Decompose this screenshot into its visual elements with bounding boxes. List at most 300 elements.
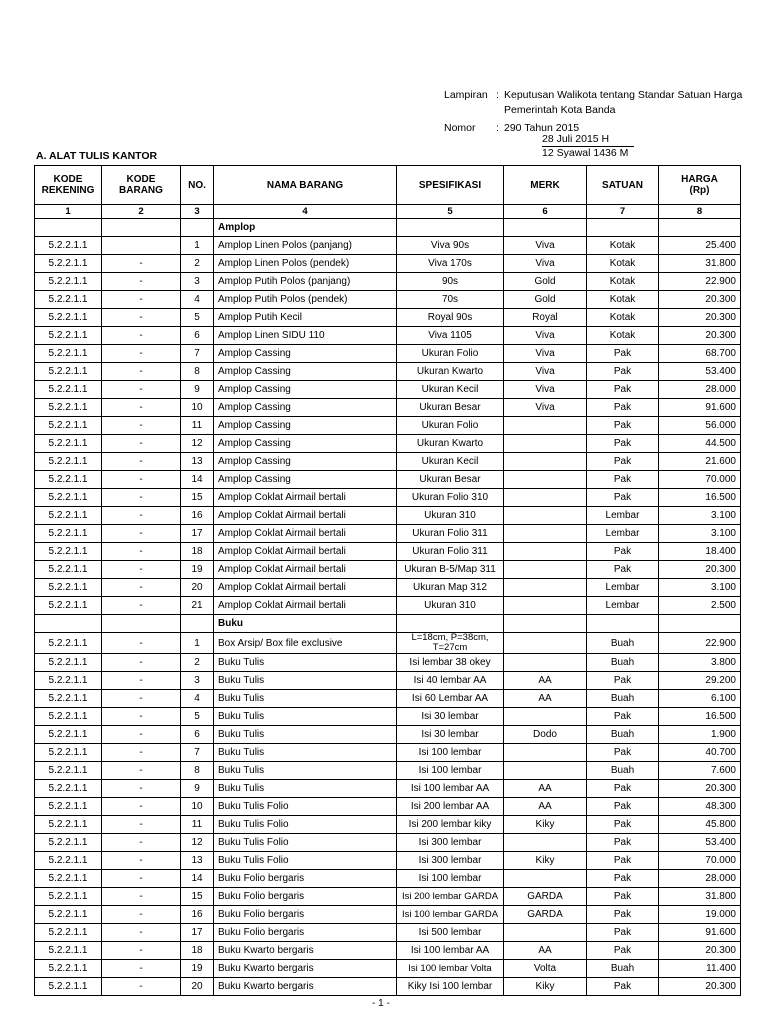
category-row [35, 219, 741, 237]
cell-kode-barang: - [102, 870, 181, 888]
cell-kode-barang: - [102, 654, 181, 672]
cell-harga: 53.400 [659, 834, 741, 852]
cell-merk: Gold [504, 273, 587, 291]
cell-kode-barang: - [102, 507, 181, 525]
cell-kode-rekening: 5.2.2.1.1 [35, 726, 102, 744]
cell-nama-barang: Buku Tulis [214, 762, 397, 780]
cell-nama-barang: Buku Tulis [214, 744, 397, 762]
cell-harga: 91.600 [659, 399, 741, 417]
table-row [35, 363, 741, 381]
cell-satuan: Pak [587, 345, 659, 363]
cell-kode-rekening: 5.2.2.1.1 [35, 453, 102, 471]
cell-kode-barang: - [102, 690, 181, 708]
cell-kode-barang: - [102, 672, 181, 690]
cell-kode-barang: - [102, 309, 181, 327]
cell-spesifikasi: Isi lembar 38 okey [397, 654, 504, 672]
cell-spesifikasi: Isi 200 lembar GARDA [397, 888, 504, 906]
cell-kode-rekening: 5.2.2.1.1 [35, 291, 102, 309]
category-cell [504, 219, 587, 237]
cell-nama-barang: Amplop Coklat Airmail bertali [214, 597, 397, 615]
cell-no: 2 [181, 255, 214, 273]
cell-merk: Volta [504, 960, 587, 978]
cell-merk [504, 744, 587, 762]
cell-spesifikasi: Isi 100 lembar AA [397, 780, 504, 798]
table-row [35, 960, 741, 978]
table-row [35, 471, 741, 489]
cell-spesifikasi: Isi 100 lembar Volta [397, 960, 504, 978]
cell-nama-barang: Buku Tulis Folio [214, 834, 397, 852]
cell-satuan: Pak [587, 852, 659, 870]
cell-harga: 20.300 [659, 942, 741, 960]
cell-kode-rekening: 5.2.2.1.1 [35, 834, 102, 852]
cell-satuan: Pak [587, 543, 659, 561]
cell-nama-barang: Amplop Coklat Airmail bertali [214, 525, 397, 543]
cell-harga: 11.400 [659, 960, 741, 978]
cell-merk [504, 561, 587, 579]
cell-merk: AA [504, 690, 587, 708]
cell-satuan: Pak [587, 417, 659, 435]
cell-satuan: Buah [587, 762, 659, 780]
cell-merk: GARDA [504, 906, 587, 924]
cell-merk [504, 579, 587, 597]
table-row [35, 309, 741, 327]
cell-harga: 25.400 [659, 237, 741, 255]
cell-harga: 70.000 [659, 852, 741, 870]
cell-no: 19 [181, 960, 214, 978]
cell-nama-barang: Amplop Linen Polos (panjang) [214, 237, 397, 255]
category-cell [659, 615, 741, 633]
cell-merk [504, 654, 587, 672]
cell-nama-barang: Amplop Linen Polos (pendek) [214, 255, 397, 273]
cell-spesifikasi: Isi 60 Lembar AA [397, 690, 504, 708]
cell-no: 1 [181, 633, 214, 654]
cell-satuan: Pak [587, 381, 659, 399]
table-row [35, 345, 741, 363]
cell-satuan: Buah [587, 960, 659, 978]
cell-kode-barang: - [102, 435, 181, 453]
cell-harga: 7.600 [659, 762, 741, 780]
cell-kode-rekening: 5.2.2.1.1 [35, 471, 102, 489]
cell-nama-barang: Buku Folio bergaris [214, 870, 397, 888]
cell-kode-rekening: 5.2.2.1.1 [35, 507, 102, 525]
cell-no: 3 [181, 273, 214, 291]
cell-harga: 45.800 [659, 816, 741, 834]
cell-harga: 2.500 [659, 597, 741, 615]
cell-satuan: Pak [587, 942, 659, 960]
cell-satuan: Buah [587, 690, 659, 708]
cell-nama-barang: Amplop Putih Polos (pendek) [214, 291, 397, 309]
cell-spesifikasi: Ukuran 310 [397, 597, 504, 615]
category-name: Amplop [214, 219, 397, 237]
cell-kode-barang: - [102, 960, 181, 978]
cell-kode-rekening: 5.2.2.1.1 [35, 327, 102, 345]
header-kode-barang: KODE BARANG [102, 166, 181, 205]
cell-harga: 3.100 [659, 579, 741, 597]
cell-kode-barang: - [102, 291, 181, 309]
cell-nama-barang: Buku Tulis [214, 690, 397, 708]
cell-merk: Viva [504, 399, 587, 417]
table-row [35, 780, 741, 798]
cell-harga: 16.500 [659, 489, 741, 507]
cell-nama-barang: Amplop Cassing [214, 363, 397, 381]
cell-kode-rekening: 5.2.2.1.1 [35, 942, 102, 960]
column-number: 1 [35, 205, 102, 219]
cell-harga: 29.200 [659, 672, 741, 690]
category-cell [587, 615, 659, 633]
cell-no: 6 [181, 726, 214, 744]
cell-kode-barang: - [102, 924, 181, 942]
cell-spesifikasi: Isi 100 lembar GARDA [397, 906, 504, 924]
cell-merk: GARDA [504, 888, 587, 906]
cell-kode-rekening: 5.2.2.1.1 [35, 489, 102, 507]
cell-kode-barang: - [102, 780, 181, 798]
cell-no: 8 [181, 762, 214, 780]
cell-spesifikasi: Isi 40 lembar AA [397, 672, 504, 690]
cell-nama-barang: Amplop Coklat Airmail bertali [214, 507, 397, 525]
category-cell [102, 615, 181, 633]
cell-spesifikasi: 90s [397, 273, 504, 291]
table-row [35, 453, 741, 471]
table-row [35, 708, 741, 726]
cell-kode-barang: - [102, 327, 181, 345]
column-number-row [35, 205, 741, 219]
cell-spesifikasi: Ukuran 310 [397, 507, 504, 525]
cell-merk [504, 708, 587, 726]
cell-no: 12 [181, 435, 214, 453]
cell-merk: Viva [504, 255, 587, 273]
table-row [35, 816, 741, 834]
cell-spesifikasi: Isi 30 lembar [397, 726, 504, 744]
cell-kode-rekening: 5.2.2.1.1 [35, 762, 102, 780]
cell-satuan: Pak [587, 708, 659, 726]
lampiran-line1: Keputusan Walikota tentang Standar Satuan Harga [504, 89, 743, 101]
cell-harga: 22.900 [659, 273, 741, 291]
cell-satuan: Pak [587, 906, 659, 924]
cell-harga: 53.400 [659, 363, 741, 381]
cell-no: 17 [181, 924, 214, 942]
cell-no: 3 [181, 672, 214, 690]
cell-no: 20 [181, 978, 214, 996]
cell-spesifikasi: L=18cm, P=38cm, T=27cm [397, 633, 504, 654]
cell-spesifikasi: Viva 170s [397, 255, 504, 273]
cell-kode-barang: - [102, 597, 181, 615]
nomor-label: Nomor [444, 122, 476, 134]
table-row [35, 489, 741, 507]
date-block [542, 133, 634, 159]
cell-kode-rekening: 5.2.2.1.1 [35, 852, 102, 870]
cell-no: 13 [181, 852, 214, 870]
cell-kode-barang: - [102, 543, 181, 561]
header-harga: HARGA (Rp) [659, 166, 741, 205]
cell-spesifikasi: Royal 90s [397, 309, 504, 327]
cell-spesifikasi: Ukuran Folio 311 [397, 543, 504, 561]
cell-kode-rekening: 5.2.2.1.1 [35, 780, 102, 798]
cell-no: 7 [181, 345, 214, 363]
category-cell [35, 615, 102, 633]
cell-no: 11 [181, 417, 214, 435]
cell-kode-rekening: 5.2.2.1.1 [35, 363, 102, 381]
cell-satuan: Kotak [587, 237, 659, 255]
cell-no: 8 [181, 363, 214, 381]
cell-satuan: Buah [587, 654, 659, 672]
cell-merk: Kiky [504, 852, 587, 870]
cell-kode-rekening: 5.2.2.1.1 [35, 381, 102, 399]
cell-kode-rekening: 5.2.2.1.1 [35, 543, 102, 561]
cell-spesifikasi: Ukuran Kwarto [397, 435, 504, 453]
cell-kode-barang: - [102, 381, 181, 399]
cell-no: 10 [181, 399, 214, 417]
cell-no: 21 [181, 597, 214, 615]
cell-satuan: Buah [587, 726, 659, 744]
cell-no: 14 [181, 471, 214, 489]
cell-satuan: Pak [587, 453, 659, 471]
cell-satuan: Lembar [587, 525, 659, 543]
cell-nama-barang: Buku Tulis [214, 708, 397, 726]
cell-merk [504, 525, 587, 543]
cell-kode-rekening: 5.2.2.1.1 [35, 744, 102, 762]
cell-merk: Viva [504, 381, 587, 399]
cell-no: 9 [181, 780, 214, 798]
cell-satuan: Pak [587, 399, 659, 417]
cell-kode-rekening: 5.2.2.1.1 [35, 633, 102, 654]
column-number: 6 [504, 205, 587, 219]
cell-kode-barang: - [102, 345, 181, 363]
cell-satuan: Pak [587, 798, 659, 816]
cell-kode-barang: - [102, 633, 181, 654]
cell-satuan: Pak [587, 978, 659, 996]
cell-kode-barang [102, 237, 181, 255]
cell-merk: Viva [504, 363, 587, 381]
cell-harga: 16.500 [659, 708, 741, 726]
cell-spesifikasi: Ukuran Folio 311 [397, 525, 504, 543]
cell-nama-barang: Buku Tulis [214, 654, 397, 672]
cell-kode-rekening: 5.2.2.1.1 [35, 417, 102, 435]
header-satuan: SATUAN [587, 166, 659, 205]
cell-kode-rekening: 5.2.2.1.1 [35, 906, 102, 924]
cell-harga: 3.100 [659, 525, 741, 543]
cell-merk [504, 924, 587, 942]
cell-harga: 6.100 [659, 690, 741, 708]
table-row [35, 507, 741, 525]
cell-spesifikasi: Ukuran Kecil [397, 453, 504, 471]
cell-kode-barang: - [102, 852, 181, 870]
cell-harga: 68.700 [659, 345, 741, 363]
cell-kode-rekening: 5.2.2.1.1 [35, 654, 102, 672]
cell-satuan: Buah [587, 633, 659, 654]
cell-spesifikasi: Isi 100 lembar AA [397, 942, 504, 960]
page-number: - 1 - [372, 998, 390, 1009]
cell-spesifikasi: Isi 100 lembar [397, 762, 504, 780]
table-row [35, 744, 741, 762]
cell-kode-rekening: 5.2.2.1.1 [35, 597, 102, 615]
header-kode-rekening: KODE REKENING [35, 166, 102, 205]
header-merk: MERK [504, 166, 587, 205]
cell-satuan: Lembar [587, 507, 659, 525]
cell-kode-barang: - [102, 471, 181, 489]
table-row [35, 762, 741, 780]
cell-nama-barang: Buku Folio bergaris [214, 924, 397, 942]
cell-harga: 44.500 [659, 435, 741, 453]
cell-nama-barang: Amplop Coklat Airmail bertali [214, 561, 397, 579]
cell-merk [504, 870, 587, 888]
cell-spesifikasi: Isi 200 lembar kiky [397, 816, 504, 834]
cell-merk [504, 762, 587, 780]
cell-harga: 20.300 [659, 327, 741, 345]
column-number: 2 [102, 205, 181, 219]
cell-spesifikasi: Viva 1105 [397, 327, 504, 345]
cell-no: 15 [181, 888, 214, 906]
cell-nama-barang: Amplop Coklat Airmail bertali [214, 579, 397, 597]
table-row [35, 906, 741, 924]
table-row [35, 942, 741, 960]
cell-kode-rekening: 5.2.2.1.1 [35, 816, 102, 834]
cell-nama-barang: Buku Folio bergaris [214, 888, 397, 906]
category-name: Buku [214, 615, 397, 633]
cell-merk: Kiky [504, 978, 587, 996]
cell-kode-barang: - [102, 363, 181, 381]
cell-kode-rekening: 5.2.2.1.1 [35, 690, 102, 708]
cell-spesifikasi: Ukuran Folio [397, 417, 504, 435]
cell-kode-barang: - [102, 273, 181, 291]
header-no: NO. [181, 166, 214, 205]
cell-harga: 56.000 [659, 417, 741, 435]
cell-spesifikasi: Ukuran Map 312 [397, 579, 504, 597]
category-cell [181, 219, 214, 237]
cell-no: 5 [181, 708, 214, 726]
cell-satuan: Pak [587, 471, 659, 489]
cell-merk [504, 834, 587, 852]
cell-kode-barang: - [102, 762, 181, 780]
category-cell [504, 615, 587, 633]
cell-kode-barang: - [102, 561, 181, 579]
table-row [35, 381, 741, 399]
cell-no: 2 [181, 654, 214, 672]
table-row [35, 726, 741, 744]
cell-kode-barang: - [102, 453, 181, 471]
cell-harga: 22.900 [659, 633, 741, 654]
table-row [35, 327, 741, 345]
cell-nama-barang: Buku Tulis Folio [214, 798, 397, 816]
table-row [35, 633, 741, 654]
cell-no: 17 [181, 525, 214, 543]
cell-kode-rekening: 5.2.2.1.1 [35, 255, 102, 273]
cell-kode-rekening: 5.2.2.1.1 [35, 237, 102, 255]
price-table [34, 165, 741, 996]
category-cell [397, 615, 504, 633]
cell-merk [504, 507, 587, 525]
cell-no: 16 [181, 906, 214, 924]
table-row [35, 672, 741, 690]
cell-satuan: Kotak [587, 255, 659, 273]
cell-satuan: Lembar [587, 597, 659, 615]
table-row [35, 417, 741, 435]
cell-kode-rekening: 5.2.2.1.1 [35, 273, 102, 291]
cell-no: 4 [181, 291, 214, 309]
table-row [35, 798, 741, 816]
cell-harga: 20.300 [659, 309, 741, 327]
cell-kode-barang: - [102, 888, 181, 906]
cell-harga: 3.800 [659, 654, 741, 672]
cell-satuan: Kotak [587, 309, 659, 327]
column-number: 3 [181, 205, 214, 219]
cell-no: 16 [181, 507, 214, 525]
cell-satuan: Pak [587, 924, 659, 942]
cell-harga: 28.000 [659, 381, 741, 399]
cell-satuan: Pak [587, 363, 659, 381]
category-cell [659, 219, 741, 237]
table-row [35, 888, 741, 906]
cell-spesifikasi: Viva 90s [397, 237, 504, 255]
category-cell [397, 219, 504, 237]
cell-merk [504, 489, 587, 507]
cell-nama-barang: Amplop Coklat Airmail bertali [214, 489, 397, 507]
cell-merk: Gold [504, 291, 587, 309]
cell-harga: 91.600 [659, 924, 741, 942]
table-row [35, 237, 741, 255]
cell-no: 4 [181, 690, 214, 708]
cell-harga: 40.700 [659, 744, 741, 762]
cell-kode-barang: - [102, 744, 181, 762]
cell-nama-barang: Buku Tulis [214, 780, 397, 798]
cell-nama-barang: Buku Tulis Folio [214, 852, 397, 870]
cell-merk: AA [504, 942, 587, 960]
cell-merk: Royal [504, 309, 587, 327]
category-cell [181, 615, 214, 633]
cell-nama-barang: Buku Tulis Folio [214, 816, 397, 834]
cell-satuan: Pak [587, 870, 659, 888]
header-spesifikasi: SPESIFIKASI [397, 166, 504, 205]
cell-merk: AA [504, 798, 587, 816]
cell-nama-barang: Amplop Putih Polos (panjang) [214, 273, 397, 291]
column-number: 7 [587, 205, 659, 219]
cell-satuan: Pak [587, 888, 659, 906]
cell-kode-barang: - [102, 798, 181, 816]
cell-nama-barang: Amplop Cassing [214, 453, 397, 471]
cell-merk: Kiky [504, 816, 587, 834]
cell-nama-barang: Amplop Putih Kecil [214, 309, 397, 327]
lampiran-line2: Pemerintah Kota Banda [504, 104, 616, 116]
cell-spesifikasi: Ukuran Besar [397, 399, 504, 417]
cell-satuan: Pak [587, 489, 659, 507]
nomor-value: 290 Tahun 2015 [504, 122, 580, 134]
table-row [35, 255, 741, 273]
lampiran-label: Lampiran [444, 89, 488, 101]
cell-satuan: Pak [587, 672, 659, 690]
date-masehi: 28 Juli 2015 H [542, 133, 634, 147]
cell-nama-barang: Amplop Cassing [214, 399, 397, 417]
cell-kode-rekening: 5.2.2.1.1 [35, 525, 102, 543]
cell-kode-rekening: 5.2.2.1.1 [35, 798, 102, 816]
cell-nama-barang: Buku Kwarto bergaris [214, 978, 397, 996]
cell-kode-rekening: 5.2.2.1.1 [35, 309, 102, 327]
cell-spesifikasi: Isi 300 lembar [397, 834, 504, 852]
column-number: 4 [214, 205, 397, 219]
cell-kode-rekening: 5.2.2.1.1 [35, 435, 102, 453]
column-number: 5 [397, 205, 504, 219]
cell-merk [504, 435, 587, 453]
section-title: A. ALAT TULIS KANTOR [36, 150, 158, 162]
cell-spesifikasi: Isi 300 lembar [397, 852, 504, 870]
cell-spesifikasi: Ukuran Besar [397, 471, 504, 489]
cell-kode-rekening: 5.2.2.1.1 [35, 960, 102, 978]
cell-merk: Viva [504, 327, 587, 345]
cell-nama-barang: Buku Kwarto bergaris [214, 942, 397, 960]
cell-harga: 3.100 [659, 507, 741, 525]
cell-satuan: Pak [587, 744, 659, 762]
table-row [35, 852, 741, 870]
cell-spesifikasi: Isi 100 lembar [397, 870, 504, 888]
cell-satuan: Pak [587, 816, 659, 834]
